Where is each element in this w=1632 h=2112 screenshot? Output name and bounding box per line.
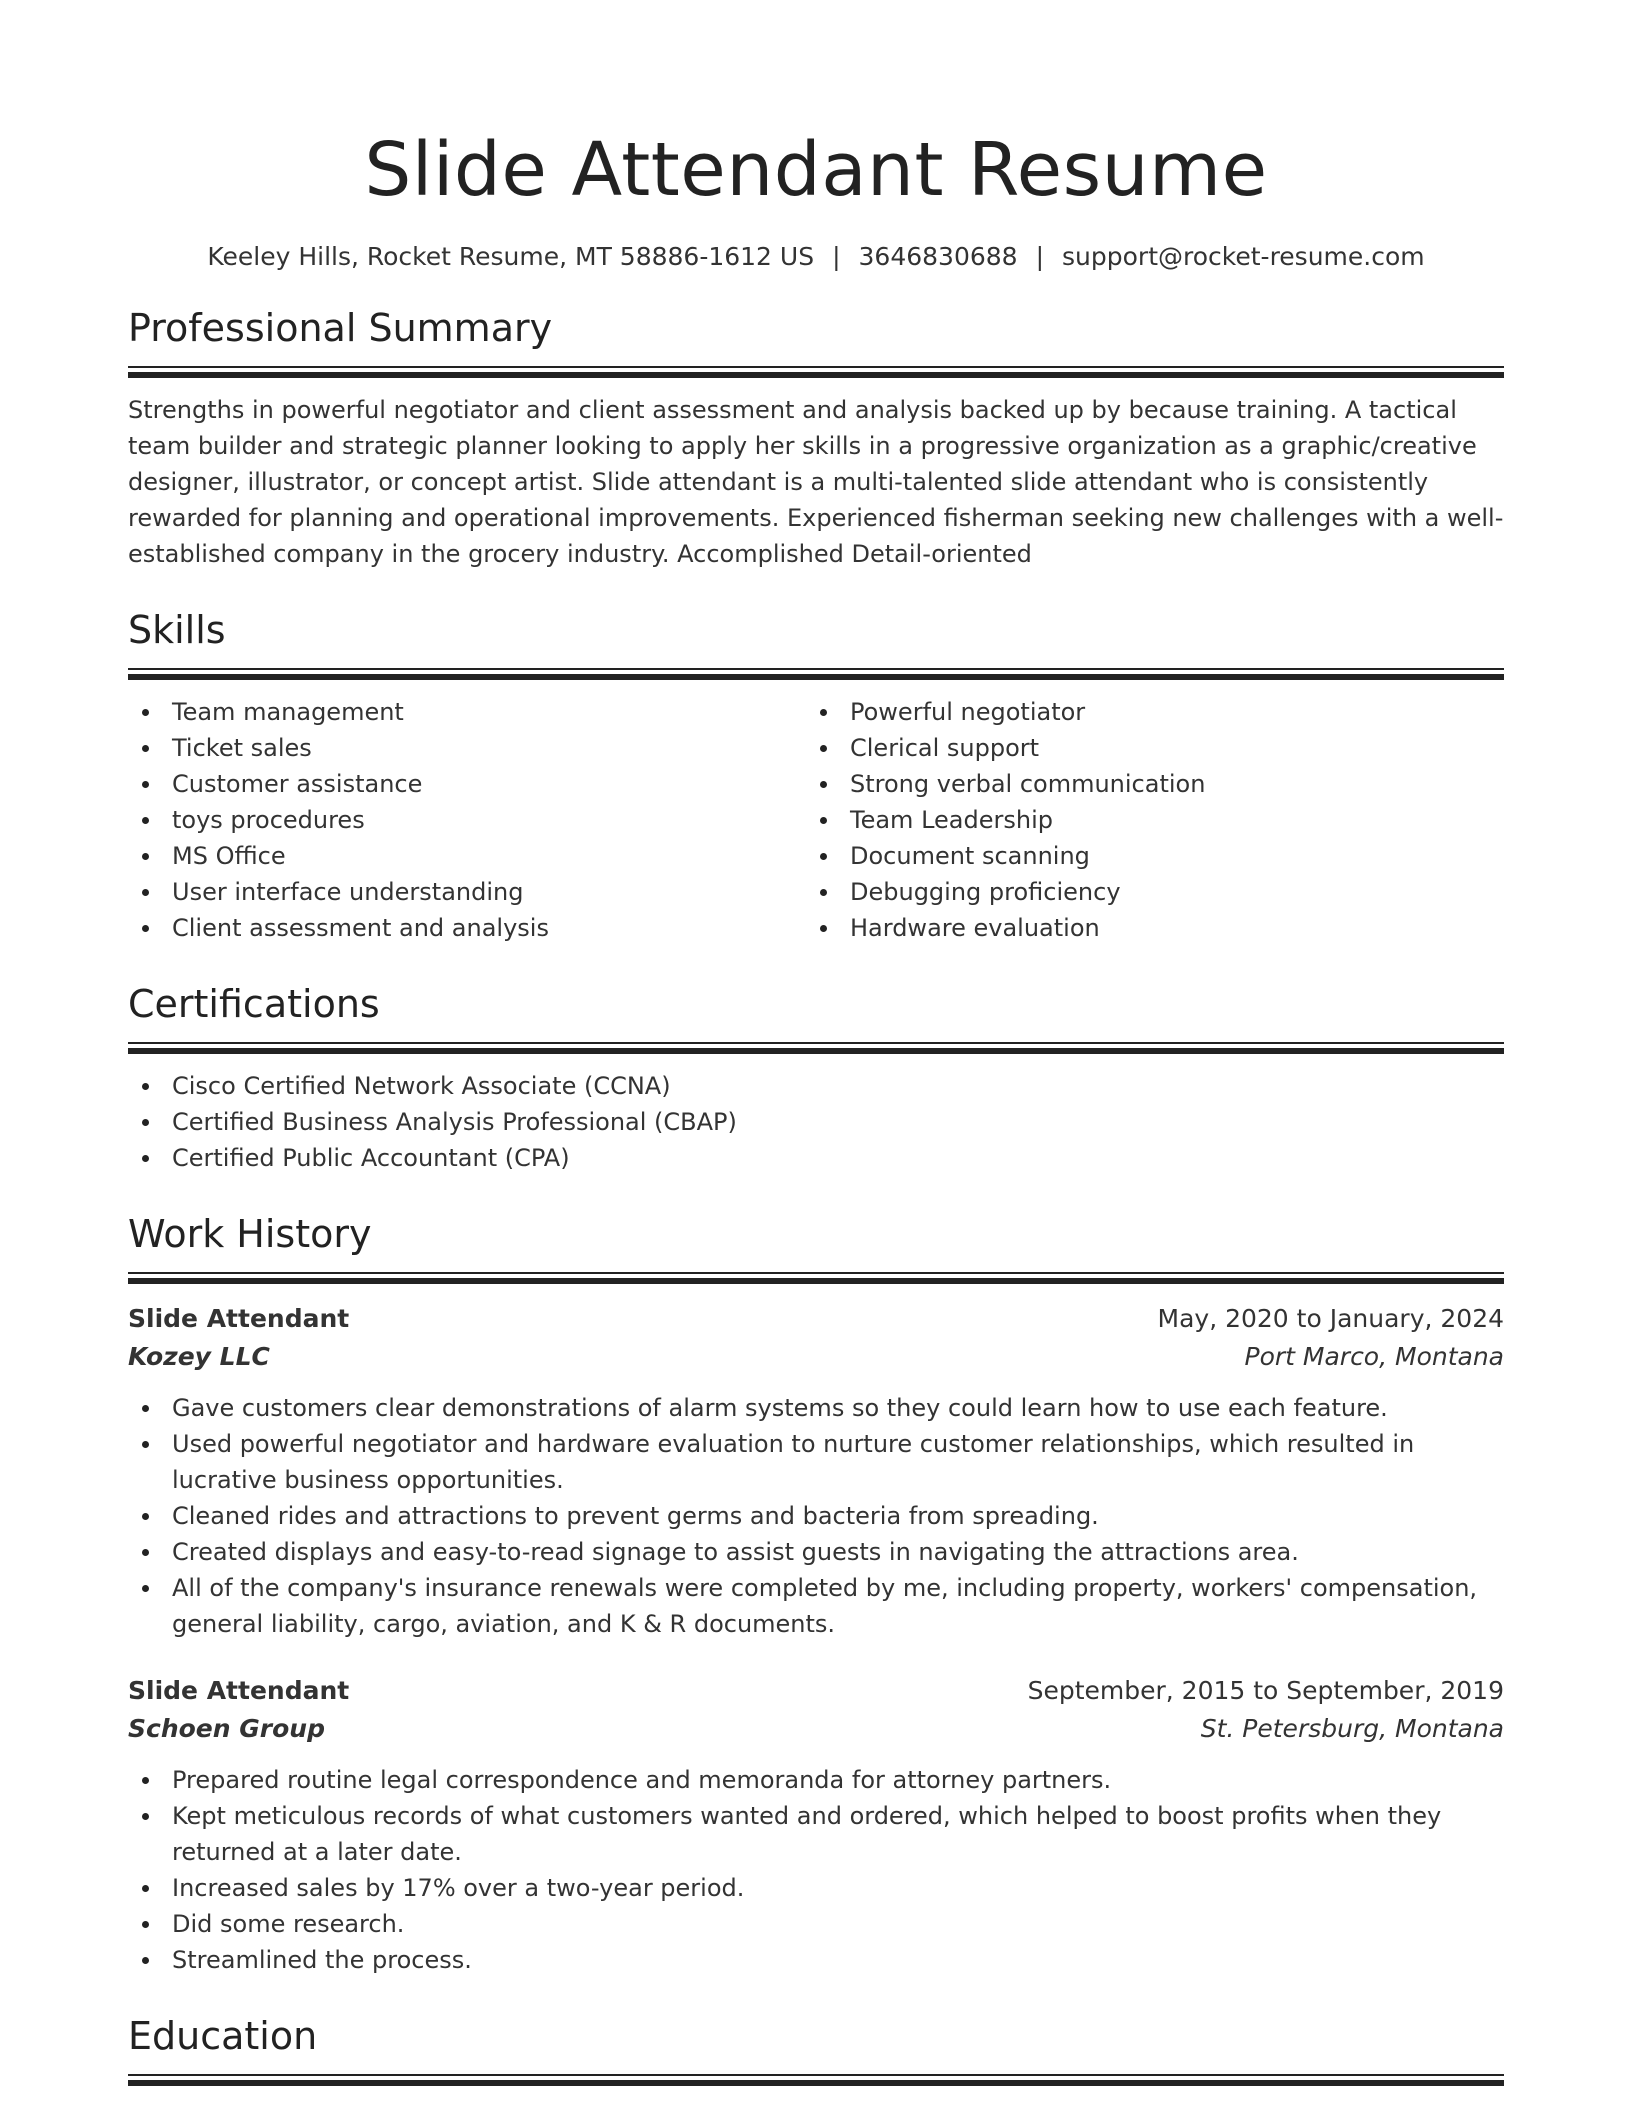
contact-email: support@rocket-resume.com	[1062, 242, 1425, 271]
skill-item: Strong verbal communication	[806, 766, 1484, 802]
skill-item: Team management	[128, 694, 806, 730]
job-bullet: Kept meticulous records of what customers wanted and ordered, which helped to boost profits when they returned at a later date.	[128, 1798, 1504, 1870]
job-dates: May, 2020 to January, 2024	[1157, 1304, 1504, 1333]
certification-item: Certified Public Accountant (CPA)	[128, 1140, 1504, 1176]
skill-item: Ticket sales	[128, 730, 806, 766]
education-heading: Education	[128, 2014, 318, 2058]
job-bullet: Did some research.	[128, 1906, 1504, 1942]
job-bullet: Gave customers clear demonstrations of alarm systems so they could learn how to use each feature.	[128, 1390, 1504, 1426]
section-divider	[128, 1042, 1504, 1054]
certifications-heading: Certifications	[128, 982, 380, 1026]
job-company-row	[128, 1710, 1504, 1748]
work-history-section	[128, 1210, 1504, 1978]
skills-heading: Skills	[128, 608, 226, 652]
job-bullet: Used powerful negotiator and hardware evaluation to nurture customer relationships, which resulted in lucrative business opportunities.	[128, 1426, 1504, 1498]
job-bullet: Prepared routine legal correspondence and memoranda for attorney partners.	[128, 1762, 1504, 1798]
skill-item: Clerical support	[806, 730, 1484, 766]
job-bullet: Increased sales by 17% over a two-year period.	[128, 1870, 1504, 1906]
skill-item: Customer assistance	[128, 766, 806, 802]
job-header-row	[128, 1672, 1504, 1710]
job-location: St. Petersburg, Montana	[1200, 1714, 1504, 1743]
job-title: Slide Attendant	[128, 1676, 350, 1705]
skill-item: Hardware evaluation	[806, 910, 1484, 946]
skills-left-list	[128, 694, 806, 946]
contact-separator: |	[832, 242, 841, 271]
skill-item: MS Office	[128, 838, 806, 874]
job-dates: September, 2015 to September, 2019	[1027, 1676, 1504, 1705]
job-bullets	[128, 1390, 1504, 1642]
certifications-section	[128, 980, 1504, 1176]
skill-item: Client assessment and analysis	[128, 910, 806, 946]
section-divider	[128, 1272, 1504, 1284]
job-entry	[128, 1672, 1504, 1978]
job-bullet: Streamlined the process.	[128, 1942, 1504, 1978]
job-header-row	[128, 1300, 1504, 1338]
section-divider	[128, 668, 1504, 680]
contact-separator: |	[1035, 242, 1045, 271]
skills-section	[128, 606, 1504, 946]
resume-title: Slide Attendant Resume	[364, 127, 1268, 213]
summary-section	[128, 304, 1504, 572]
job-company-row	[128, 1338, 1504, 1376]
contact-phone: 3646830688	[858, 242, 1018, 271]
skills-grid	[128, 694, 1504, 946]
contact-address: Keeley Hills, Rocket Resume, MT 58886-1612 US	[207, 242, 815, 271]
job-entry	[128, 1300, 1504, 1642]
skill-item: Powerful negotiator	[806, 694, 1484, 730]
summary-heading: Professional Summary	[128, 306, 553, 350]
section-divider	[128, 366, 1504, 378]
job-bullet: All of the company's insurance renewals were completed by me, including property, workers' compensation, general liability, cargo, aviation, and K & R documents.	[128, 1570, 1504, 1642]
job-company: Kozey LLC	[128, 1342, 270, 1371]
job-title: Slide Attendant	[128, 1304, 350, 1333]
skill-item: User interface understanding	[128, 874, 806, 910]
certification-item: Certified Business Analysis Professional (CBAP)	[128, 1104, 1504, 1140]
job-bullet: Created displays and easy-to-read signage to assist guests in navigating the attractions area.	[128, 1534, 1504, 1570]
skill-item: Document scanning	[806, 838, 1484, 874]
skill-item: Team Leadership	[806, 802, 1484, 838]
education-section	[128, 2012, 1504, 2086]
summary-text: Strengths in powerful negotiator and client assessment and analysis backed up by because training. A tactical team builder and strategic planner looking to apply her skills in a progressive organization as a graphic/creative designer, illustrator, or concept artist. Slide attendant is a multi-talented slide attendant who is consistently rewarded for planning and operational improvements. Experienced fisherman seeking new challenges with a well-established company in the grocery industry. Accomplished Detail-oriented	[128, 396, 1504, 568]
resume-page	[128, 120, 1504, 2086]
job-bullets	[128, 1762, 1504, 1978]
job-location: Port Marco, Montana	[1244, 1342, 1504, 1371]
skills-right-list	[806, 694, 1484, 946]
certifications-list	[128, 1068, 1504, 1176]
certification-item: Cisco Certified Network Associate (CCNA)	[128, 1068, 1504, 1104]
job-company: Schoen Group	[128, 1714, 325, 1743]
work-history-heading: Work History	[128, 1212, 372, 1256]
job-bullet: Cleaned rides and attractions to prevent germs and bacteria from spreading.	[128, 1498, 1504, 1534]
contact-line	[128, 240, 1504, 274]
skill-item: Debugging proficiency	[806, 874, 1484, 910]
skill-item: toys procedures	[128, 802, 806, 838]
section-divider	[128, 2074, 1504, 2086]
